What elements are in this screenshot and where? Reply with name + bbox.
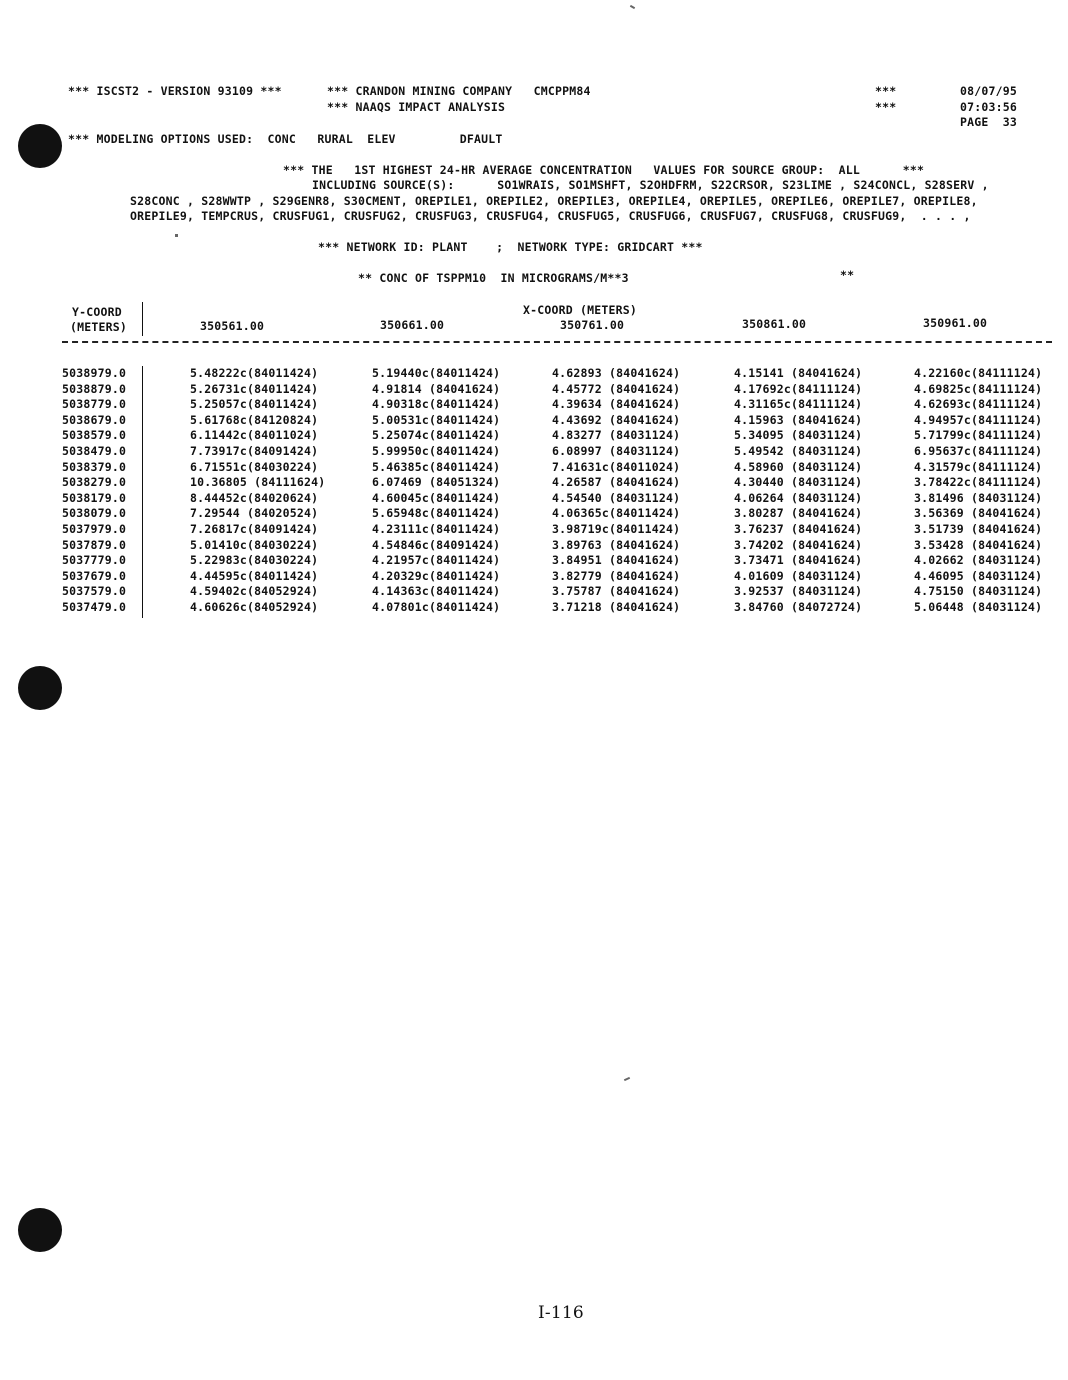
y-coord-cell: 5038879.0 bbox=[62, 381, 127, 396]
concentration-cell: 4.43692 (84041624) bbox=[552, 412, 681, 427]
concentration-cell: 7.29544 (84020524) bbox=[190, 506, 319, 521]
concentration-cell: 7.73917c(84091424) bbox=[190, 444, 319, 458]
x-coord-value: 350761.00 bbox=[560, 318, 625, 332]
y-coord-cell: 5038079.0 bbox=[62, 506, 127, 521]
y-coord-cell: 5037879.0 bbox=[62, 537, 127, 552]
y-coord-cell: 5038779.0 bbox=[62, 397, 127, 412]
concentration-cell: 4.02662 (84031124) bbox=[914, 553, 1043, 568]
concentration-cell: 4.83277 (84031124) bbox=[552, 428, 681, 443]
concentration-cell: 7.41631c(84011024) bbox=[552, 459, 681, 474]
concentration-cell: 5.06448 (84031124) bbox=[914, 600, 1043, 614]
concentration-cell: 5.46385c(84011424) bbox=[372, 459, 501, 474]
source-list-line: OREPILE9, TEMPCRUS, CRUSFUG1, CRUSFUG2, CRUSFUG3, CRUSFUG4, CRUSFUG5, CRUSFUG6, CRUSFUG7, CRUSFUG8, CRUSFUG9, . . . , bbox=[130, 209, 971, 223]
run-date: 08/07/95 bbox=[960, 84, 1017, 98]
concentration-cell: 5.19440c(84011424) bbox=[372, 366, 501, 380]
concentration-cell: 4.26587 (84041624) bbox=[552, 475, 681, 490]
concentration-cell: 6.08997 (84031124) bbox=[552, 444, 681, 458]
concentration-cell: 3.56369 (84041624) bbox=[914, 506, 1043, 521]
modeling-options: *** MODELING OPTIONS USED: CONC RURAL ELEV DFAULT bbox=[68, 132, 503, 146]
concentration-cell: 4.23111c(84011424) bbox=[372, 522, 501, 536]
x-coord-value: 350961.00 bbox=[923, 316, 988, 330]
concentration-cell: 5.65948c(84011424) bbox=[372, 506, 501, 521]
program-version: *** ISCST2 - VERSION 93109 *** bbox=[68, 84, 282, 98]
concentration-cell: 3.98719c(84011424) bbox=[552, 522, 681, 536]
concentration-cell: 5.25057c(84011424) bbox=[190, 397, 319, 412]
concentration-cell: 4.31579c(84111124) bbox=[914, 459, 1043, 474]
concentration-cell: 5.34095 (84031124) bbox=[734, 428, 863, 443]
concentration-cell: 3.76237 (84041624) bbox=[734, 522, 863, 536]
concentration-cell: 4.07801c(84011424) bbox=[372, 600, 501, 614]
punch-hole-bottom bbox=[18, 1208, 62, 1252]
concentration-cell: 3.84951 (84041624) bbox=[552, 553, 681, 568]
y-coord-cell: 5037779.0 bbox=[62, 553, 127, 568]
concentration-cell: 4.94957c(84111124) bbox=[914, 412, 1043, 427]
page-number: I-116 bbox=[538, 1303, 584, 1323]
concentration-cell: 5.22983c(84030224) bbox=[190, 553, 319, 568]
source-list-line: S28CONC , S28WWTP , S29GENR8, S30CMENT, OREPILE1, OREPILE2, OREPILE3, OREPILE4, OREPILE5, OREPILE6, OREPILE7, OREPILE8, bbox=[130, 194, 978, 208]
concentration-cell: 4.44595c(84011424) bbox=[190, 568, 319, 583]
scan-speck bbox=[175, 234, 178, 237]
concentration-cell: 4.20329c(84011424) bbox=[372, 568, 501, 583]
concentration-cell: 4.22160c(84111124) bbox=[914, 366, 1043, 380]
x-coord-value: 350561.00 bbox=[200, 319, 265, 333]
concentration-cell: 3.89763 (84041624) bbox=[552, 537, 681, 552]
concentration-cell: 7.26817c(84091424) bbox=[190, 522, 319, 536]
concentration-cell: 4.54540 (84031124) bbox=[552, 490, 681, 505]
header-stars: *** bbox=[875, 84, 897, 98]
concentration-cell: 4.15141 (84041624) bbox=[734, 366, 863, 380]
concentration-cell: 3.73471 (84041624) bbox=[734, 553, 863, 568]
concentration-cell: 6.71551c(84030224) bbox=[190, 459, 319, 474]
concentration-cell: 4.54846c(84091424) bbox=[372, 537, 501, 552]
x-coord-header: X-COORD (METERS) bbox=[523, 303, 637, 317]
concentration-cell: 4.17692c(84111124) bbox=[734, 381, 863, 396]
concentration-cell: 5.26731c(84011424) bbox=[190, 381, 319, 396]
concentration-cell: 4.39634 (84041624) bbox=[552, 397, 681, 412]
concentration-cell: 5.71799c(84111124) bbox=[914, 428, 1043, 443]
concentration-cell: 10.36805 (84111624) bbox=[190, 475, 326, 490]
y-coord-cell: 5037979.0 bbox=[62, 522, 127, 536]
concentration-cell: 3.53428 (84041624) bbox=[914, 537, 1043, 552]
concentration-cell: 3.92537 (84031124) bbox=[734, 584, 863, 599]
y-coord-cell: 5038679.0 bbox=[62, 412, 127, 427]
analysis-title: *** NAAQS IMPACT ANALYSIS bbox=[327, 100, 506, 114]
concentration-cell: 4.15963 (84041624) bbox=[734, 412, 863, 427]
concentration-cell: 4.69825c(84111124) bbox=[914, 381, 1043, 396]
concentration-cell: 6.07469 (84051324) bbox=[372, 475, 501, 490]
concentration-cell: 3.82779 (84041624) bbox=[552, 568, 681, 583]
source-list-line: INCLUDING SOURCE(S): SO1WRAIS, SO1MSHFT, S2OHDFRM, S22CRSOR, S23LIME , S24CONCL, S28SERV , bbox=[312, 178, 989, 192]
concentration-cell: 3.71218 (84041624) bbox=[552, 600, 681, 614]
x-coord-value: 350861.00 bbox=[742, 317, 807, 331]
concentration-cell: 3.80287 (84041624) bbox=[734, 506, 863, 521]
y-coord-cell: 5038179.0 bbox=[62, 490, 127, 505]
punch-hole-top bbox=[18, 124, 62, 168]
y-coord-cell: 5038479.0 bbox=[62, 444, 127, 458]
concentration-cell: 4.06264 (84031124) bbox=[734, 490, 863, 505]
run-time: 07:03:56 bbox=[960, 100, 1017, 114]
concentration-cell: 4.58960 (84031124) bbox=[734, 459, 863, 474]
concentration-cell: 4.60626c(84052924) bbox=[190, 600, 319, 614]
concentration-cell: 5.99950c(84011424) bbox=[372, 444, 501, 458]
concentration-cell: 4.31165c(84111124) bbox=[734, 397, 863, 412]
concentration-cell: 5.01410c(84030224) bbox=[190, 537, 319, 552]
punch-hole-middle bbox=[18, 666, 62, 710]
company-line: *** CRANDON MINING COMPANY CMCPPM84 bbox=[327, 84, 591, 98]
y-coord-cell: 5037679.0 bbox=[62, 568, 127, 583]
concentration-cell: 6.11442c(84011024) bbox=[190, 428, 319, 443]
y-coord-units: (METERS) bbox=[70, 320, 127, 334]
y-coord-cell: 5037579.0 bbox=[62, 584, 127, 599]
concentration-cell: 4.60045c(84011424) bbox=[372, 490, 501, 505]
concentration-stars: ** bbox=[840, 268, 855, 282]
x-coord-value: 350661.00 bbox=[380, 318, 445, 332]
concentration-cell: 4.46095 (84031124) bbox=[914, 568, 1043, 583]
scan-speck bbox=[630, 5, 635, 9]
concentration-cell: 4.21957c(84011424) bbox=[372, 553, 501, 568]
concentration-cell: 4.90318c(84011424) bbox=[372, 397, 501, 412]
y-coord-cell: 5038279.0 bbox=[62, 475, 127, 490]
concentration-cell: 3.78422c(84111124) bbox=[914, 475, 1043, 490]
concentration-cell: 3.74202 (84041624) bbox=[734, 537, 863, 552]
concentration-cell: 4.91814 (84041624) bbox=[372, 381, 501, 396]
page-label: PAGE 33 bbox=[960, 115, 1017, 129]
concentration-cell: 5.00531c(84011424) bbox=[372, 412, 501, 427]
concentration-cell: 3.84760 (84072724) bbox=[734, 600, 863, 614]
scan-speck bbox=[624, 1077, 630, 1081]
concentration-cell: 5.25074c(84011424) bbox=[372, 428, 501, 443]
header-stars: *** bbox=[875, 100, 897, 114]
concentration-cell: 4.62893 (84041624) bbox=[552, 366, 681, 380]
y-coord-cell: 5038579.0 bbox=[62, 428, 127, 443]
concentration-cell: 3.75787 (84041624) bbox=[552, 584, 681, 599]
concentration-units: ** CONC OF TSPPM10 IN MICROGRAMS/M**3 bbox=[358, 271, 629, 285]
y-column-divider bbox=[142, 366, 143, 618]
concentration-cell: 5.49542 (84031124) bbox=[734, 444, 863, 458]
concentration-cell: 3.81496 (84031124) bbox=[914, 490, 1043, 505]
concentration-cell: 4.59402c(84052924) bbox=[190, 584, 319, 599]
concentration-cell: 4.14363c(84011424) bbox=[372, 584, 501, 599]
summary-title: *** THE 1ST HIGHEST 24-HR AVERAGE CONCENTRATION VALUES FOR SOURCE GROUP: ALL *** bbox=[283, 163, 925, 177]
concentration-cell: 4.45772 (84041624) bbox=[552, 381, 681, 396]
header-divider bbox=[142, 302, 143, 336]
concentration-cell: 4.75150 (84031124) bbox=[914, 584, 1043, 599]
concentration-cell: 4.30440 (84031124) bbox=[734, 475, 863, 490]
concentration-cell: 6.95637c(84111124) bbox=[914, 444, 1043, 458]
y-coord-header: Y-COORD bbox=[72, 305, 122, 319]
network-info: *** NETWORK ID: PLANT ; NETWORK TYPE: GRIDCART *** bbox=[318, 240, 703, 254]
y-coord-cell: 5038379.0 bbox=[62, 459, 127, 474]
concentration-cell: 4.01609 (84031124) bbox=[734, 568, 863, 583]
concentration-cell: 5.48222c(84011424) bbox=[190, 366, 319, 380]
table-rule bbox=[62, 341, 1052, 343]
concentration-cell: 4.62693c(84111124) bbox=[914, 397, 1043, 412]
y-coord-cell: 5037479.0 bbox=[62, 600, 127, 614]
concentration-cell: 8.44452c(84020624) bbox=[190, 490, 319, 505]
concentration-cell: 5.61768c(84120824) bbox=[190, 412, 319, 427]
y-coord-cell: 5038979.0 bbox=[62, 366, 127, 380]
concentration-cell: 3.51739 (84041624) bbox=[914, 522, 1043, 536]
concentration-cell: 4.06365c(84011424) bbox=[552, 506, 681, 521]
